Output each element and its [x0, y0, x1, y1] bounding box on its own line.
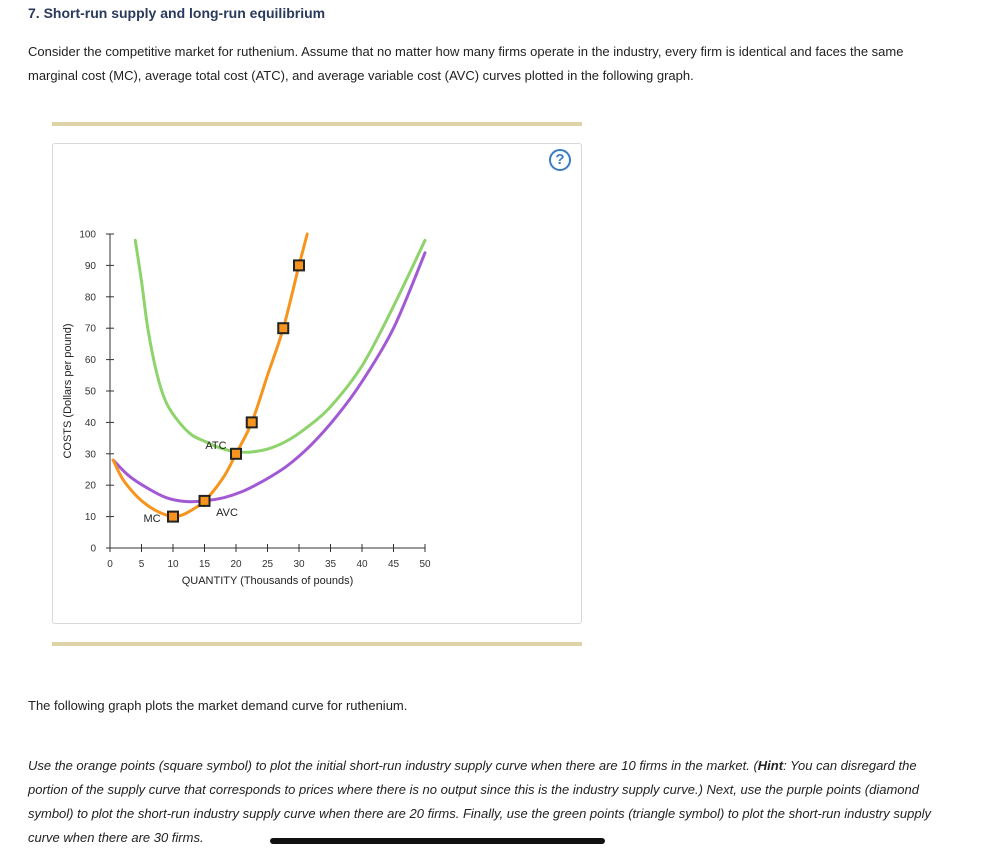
y-tick-label: 70 [84, 323, 96, 335]
scroll-indicator[interactable] [270, 838, 605, 844]
y-tick-label: 80 [84, 292, 96, 304]
instructions-part-2: : You can disregard the portion of the supply curve that corresponds to prices where there is no output since this is the industry supply curve.) Next, use the purple points (diamond symbol) to plot the short-run industry supply curve when there are 20 firms. Finally, use the green points (triangle symbol) to plot the short-run industry supply curve when there are 30 firms. [28, 758, 931, 845]
avc-curve [113, 253, 425, 502]
y-tick-label: 100 [79, 229, 96, 241]
x-tick-label: 20 [230, 559, 242, 570]
mc-point-marker [168, 512, 178, 522]
bottom-divider-bar [52, 642, 582, 646]
instructions-paragraph [28, 754, 933, 850]
mc-label: MC [143, 513, 161, 525]
y-tick-label: 50 [84, 386, 96, 398]
x-tick-label: 25 [261, 559, 274, 570]
y-tick-label: 90 [84, 260, 96, 272]
x-tick-label: 35 [324, 559, 337, 570]
y-tick-label: 10 [84, 512, 96, 524]
x-tick-label: 40 [356, 559, 368, 570]
x-tick-label: 45 [387, 559, 400, 570]
avc-label: AVC [216, 507, 238, 519]
x-tick-label: 50 [419, 559, 431, 570]
y-tick-label: 30 [84, 449, 96, 461]
mc-point-marker [278, 323, 288, 333]
y-tick-label: 0 [90, 543, 96, 555]
mc-point-marker [247, 417, 257, 427]
hint-label: Hint [757, 758, 784, 773]
x-tick-label: 10 [167, 559, 179, 570]
instructions-part-1: Use the orange points (square symbol) to plot the initial short-run industry supply curve when there are 10 firms in the market. ( [28, 758, 758, 773]
demand-description: The following graph plots the market demand curve for ruthenium. [28, 698, 408, 713]
x-tick-label: 15 [198, 559, 211, 570]
x-axis-title: QUANTITY (Thousands of pounds) [181, 575, 354, 587]
question-heading: 7. Short-run supply and long-run equilibrium [28, 5, 326, 21]
atc-label: ATC [205, 440, 227, 452]
y-tick-label: 20 [84, 480, 96, 492]
help-button[interactable]: ? [549, 149, 571, 171]
y-tick-label: 60 [84, 355, 96, 367]
y-axis-title: COSTS (Dollars per pound) [62, 323, 74, 459]
mc-point-marker [294, 260, 304, 270]
intro-paragraph: Consider the competitive market for ruthenium. Assume that no matter how many firms operate in the industry, every firm is identical and faces the same marginal cost (MC), average total cost (ATC), and average variable cost (AVC) curves plotted in the following graph. [28, 44, 904, 83]
x-tick-label: 30 [293, 559, 305, 570]
mc-point-marker [200, 496, 210, 506]
x-tick-label: 5 [138, 559, 145, 570]
mc-point-marker [231, 449, 241, 459]
x-tick-label: 0 [107, 559, 113, 570]
atc-curve [135, 240, 425, 452]
y-tick-label: 40 [84, 417, 96, 429]
